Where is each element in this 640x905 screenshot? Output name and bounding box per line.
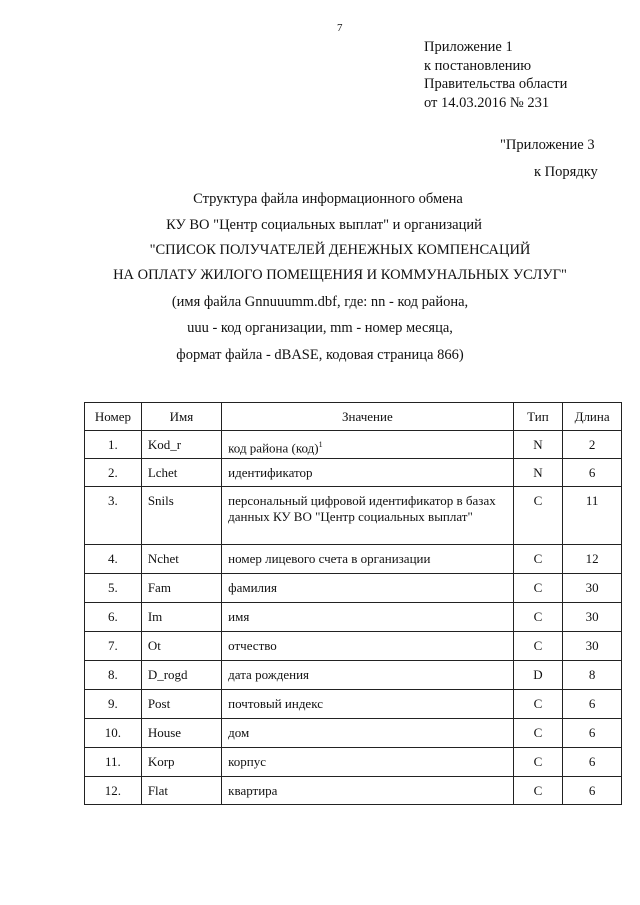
- column-header-type: Тип: [513, 403, 563, 431]
- row-number-text: 3.: [108, 493, 118, 508]
- document-title-line: uuu - код организации, mm - номер месяца,: [187, 320, 453, 336]
- row-field-type-text: C: [533, 725, 543, 740]
- row-field-name-text: Im: [147, 609, 163, 624]
- row-field-name-text: Fam: [147, 580, 171, 595]
- row-field-value: [222, 777, 513, 805]
- table-row: [85, 545, 622, 574]
- row-number-text: 4.: [108, 551, 118, 566]
- row-field-name: [141, 748, 221, 777]
- table-row: [85, 661, 622, 690]
- row-field-value-text: квартира: [228, 783, 278, 798]
- row-field-type: [513, 545, 563, 574]
- row-field-type-text: C: [533, 551, 543, 566]
- row-field-name-text: Post: [147, 696, 171, 711]
- row-field-type: [513, 690, 563, 719]
- row-field-type: [513, 459, 563, 487]
- row-field-value: [222, 632, 513, 661]
- row-field-type: [513, 661, 563, 690]
- row-number: [85, 431, 142, 459]
- row-field-length: [563, 690, 622, 719]
- column-header-length: Длина: [563, 403, 622, 431]
- row-field-type-text: C: [533, 783, 543, 798]
- row-field-value: [222, 545, 513, 574]
- row-field-value: [222, 487, 513, 545]
- table-row: [85, 777, 622, 805]
- row-field-value-text: имя: [228, 609, 250, 624]
- document-title-line: (имя файла Gnnuuumm.dbf, где: nn - код района,: [171, 294, 469, 310]
- attachment-line: к постановлению: [424, 57, 532, 74]
- row-field-name-text: Lchet: [147, 465, 178, 480]
- row-number-text: 10.: [104, 725, 122, 740]
- row-number-text: 5.: [108, 580, 118, 595]
- row-field-type: [513, 603, 563, 632]
- row-field-type-text: C: [533, 493, 543, 508]
- row-field-name-text: Ot: [147, 638, 161, 653]
- row-field-type: [513, 431, 563, 459]
- row-number: [85, 661, 142, 690]
- row-field-length-text: 2: [588, 437, 596, 452]
- footnote-marker: 1: [318, 440, 323, 449]
- row-field-value: [222, 690, 513, 719]
- row-field-name: [141, 545, 221, 574]
- table-row: [85, 632, 622, 661]
- row-field-value: [222, 431, 513, 459]
- order-label: к Порядку: [534, 164, 598, 180]
- row-field-name: [141, 632, 221, 661]
- row-field-type-text: C: [533, 580, 543, 595]
- row-field-name-text: Nchet: [147, 551, 179, 566]
- row-field-name-text: D_rogd: [147, 667, 188, 682]
- row-field-value-text: фамилия: [228, 580, 277, 595]
- row-field-length-text: 6: [588, 754, 596, 769]
- row-field-value: [222, 748, 513, 777]
- row-field-type: [513, 777, 563, 805]
- row-field-length-text: 6: [588, 696, 596, 711]
- row-field-length: [563, 632, 622, 661]
- row-field-name: [141, 459, 221, 487]
- row-field-value-text: отчество: [228, 638, 277, 653]
- document-title-line: формат файла - dBASE, кодовая страница 866): [176, 347, 464, 363]
- row-field-name: [141, 574, 221, 603]
- row-number: [85, 459, 142, 487]
- row-number: [85, 690, 142, 719]
- attachment-line: от 14.03.2016 № 231: [424, 94, 550, 111]
- row-field-type-text: C: [533, 609, 543, 624]
- row-field-type-text: C: [533, 638, 543, 653]
- row-number-text: 1.: [108, 437, 118, 452]
- column-header-name: Имя: [141, 403, 221, 431]
- row-field-length: [563, 574, 622, 603]
- document-title-line: "СПИСОК ПОЛУЧАТЕЛЕЙ ДЕНЕЖНЫХ КОМПЕНСАЦИЙ: [149, 242, 531, 258]
- row-field-value: [222, 459, 513, 487]
- row-number: [85, 545, 142, 574]
- row-field-value-text: корпус: [228, 754, 267, 769]
- row-field-type: [513, 719, 563, 748]
- row-field-type: [513, 632, 563, 661]
- row-number-text: 7.: [108, 638, 118, 653]
- row-number: [85, 603, 142, 632]
- row-field-length: [563, 661, 622, 690]
- row-number: [85, 632, 142, 661]
- row-field-name: [141, 487, 221, 545]
- row-field-value-text: дата рождения: [228, 667, 309, 682]
- row-field-length-text: 6: [588, 783, 596, 798]
- row-field-name-text: Korp: [147, 754, 175, 769]
- column-header-value: Значение: [222, 403, 513, 431]
- row-number-text: 6.: [108, 609, 118, 624]
- attachment-header: [424, 38, 567, 112]
- page-number: 7: [337, 22, 343, 34]
- row-field-name: [141, 690, 221, 719]
- row-number-text: 11.: [105, 754, 121, 769]
- row-field-value-text: номер лицевого счета в организации: [228, 551, 431, 566]
- row-field-name: [141, 431, 221, 459]
- row-field-type: [513, 748, 563, 777]
- row-number: [85, 777, 142, 805]
- row-field-name-text: Snils: [147, 493, 174, 508]
- attachment-line: Правительства области: [424, 76, 568, 92]
- table-row: [85, 748, 622, 777]
- document-title-line: КУ ВО "Центр социальных выплат" и организаций: [166, 217, 482, 233]
- row-field-length-text: 8: [588, 667, 596, 682]
- row-field-type: [513, 487, 563, 545]
- document-title-line: Структура файла информационного обмена: [193, 191, 463, 207]
- row-number-text: 9.: [108, 696, 118, 711]
- row-field-length-text: 6: [588, 465, 596, 480]
- row-field-value: [222, 603, 513, 632]
- row-field-length: [563, 431, 622, 459]
- row-field-name-text: House: [147, 725, 182, 740]
- row-field-value-text: код района (код): [228, 440, 319, 456]
- row-field-value: [222, 661, 513, 690]
- table-header-row: [85, 403, 622, 431]
- row-field-name-text: Flat: [147, 783, 169, 798]
- document-title-line: НА ОПЛАТУ ЖИЛОГО ПОМЕЩЕНИЯ И КОММУНАЛЬНЫХ УСЛУГ": [113, 267, 567, 283]
- row-field-length: [563, 459, 622, 487]
- row-field-type-text: D: [533, 667, 543, 682]
- table-row: [85, 487, 622, 545]
- row-number: [85, 719, 142, 748]
- row-field-length: [563, 719, 622, 748]
- column-header-number: Номер: [85, 403, 142, 431]
- row-field-value-text: дом: [228, 725, 250, 740]
- row-field-name: [141, 603, 221, 632]
- row-field-length: [563, 748, 622, 777]
- row-field-length-text: 30: [585, 580, 599, 595]
- table-row: [85, 690, 622, 719]
- row-field-value: [222, 719, 513, 748]
- file-structure-table: [84, 402, 622, 805]
- attachment-line: Приложение 1: [424, 39, 513, 55]
- row-field-type: [513, 574, 563, 603]
- row-number: [85, 574, 142, 603]
- row-field-length-text: 30: [585, 638, 599, 653]
- appendix-label: "Приложение 3: [500, 137, 595, 153]
- row-field-type-text: N: [533, 437, 543, 452]
- row-field-type-text: C: [533, 754, 543, 769]
- row-field-length: [563, 545, 622, 574]
- row-number: [85, 487, 142, 545]
- row-field-length: [563, 603, 622, 632]
- row-field-length-text: 12: [585, 551, 599, 566]
- row-number-text: 12.: [104, 783, 122, 798]
- row-field-value-text: почтовый индекс: [228, 696, 323, 711]
- row-field-length-text: 11: [585, 493, 599, 508]
- row-field-name: [141, 719, 221, 748]
- row-field-name-text: Kod_r: [147, 437, 182, 452]
- row-field-value-text: персональный цифровой идентификатор в базах данных КУ ВО "Центр социальных выплат": [228, 493, 496, 524]
- row-field-name: [141, 661, 221, 690]
- row-field-length-text: 30: [585, 609, 599, 624]
- row-field-length: [563, 487, 622, 545]
- row-number: [85, 748, 142, 777]
- row-field-length-text: 6: [588, 725, 596, 740]
- table-row: [85, 603, 622, 632]
- table-row: [85, 459, 622, 487]
- row-number-text: 2.: [108, 465, 118, 480]
- table-row: [85, 574, 622, 603]
- row-number-text: 8.: [108, 667, 118, 682]
- row-field-name: [141, 777, 221, 805]
- row-field-value-text: идентификатор: [228, 465, 313, 480]
- row-field-type-text: N: [533, 465, 543, 480]
- row-field-length: [563, 777, 622, 805]
- row-field-type-text: C: [533, 696, 543, 711]
- table-row: [85, 719, 622, 748]
- table-row: [85, 431, 622, 459]
- row-field-value: [222, 574, 513, 603]
